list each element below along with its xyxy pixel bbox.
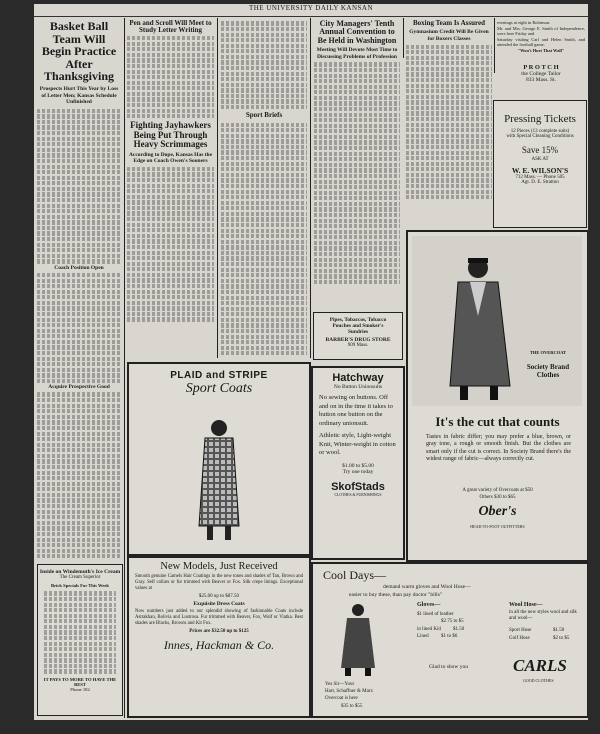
hatchway-body: No sewing on buttons. Off and on in the time it takes to button one button on the ordinary unionsuit. xyxy=(319,394,393,427)
column-6-text-3: Saturday visiting Carl and Helen Smith, and attended the football game. xyxy=(497,36,585,48)
windemuth-line2: Brick Specials For This Week xyxy=(51,583,109,588)
models-body: Smooth genuine Camels Hair Coatings in the new tones and shades of Tan, Brown and Gray. Self collars or fur trimmed with Beaver or Fox. Silk crepe linings. Exceptional values at xyxy=(135,574,303,591)
column-rule xyxy=(494,18,495,73)
carls-mid-price: $35 to $55 xyxy=(341,704,363,709)
column-rule xyxy=(310,18,311,358)
models-title: New Models, Just Received xyxy=(160,561,278,572)
basketball-subhead: Prospects Hurt This Year by Loss of Letter Men; Kansas Schedule Unfinished xyxy=(39,85,119,106)
overcoat-illustration xyxy=(412,236,582,406)
society-caption: THE OVERCOAT xyxy=(529,350,567,355)
masthead: THE UNIVERSITY DAILY KANSAN xyxy=(34,4,588,17)
hatchway-body2: Athletic style, Light-weight Knit, Winter-weight in cotton or wool. xyxy=(319,432,396,456)
pressing-price: Save 15% xyxy=(521,145,559,155)
column-2 xyxy=(127,20,214,356)
protch-line1: the College Tailor xyxy=(521,71,561,77)
barber-address: 909 Mass. xyxy=(347,343,369,348)
hatchway-tagline: Try one today xyxy=(342,468,374,475)
column-6-text-2: Mr. and Mrs. George E. Smith of Independence, were here Friday and xyxy=(497,25,585,37)
overcoat-man-illustration xyxy=(335,602,381,678)
column-5 xyxy=(406,20,492,225)
pressing-agent: Agt. D. E. Stratton xyxy=(521,180,559,185)
city-managers-headline: City Managers' Tenth Annual Convention to Be Held in Washington xyxy=(317,20,397,45)
column-3 xyxy=(221,20,307,356)
models-price1: $25.00 up to $87.50 xyxy=(198,594,240,599)
hatchway-title: Hatchway xyxy=(332,372,384,384)
barber-drug-ad xyxy=(313,312,403,360)
barber-line-1: Pipes, Tobaccos, Tobacco xyxy=(329,317,387,323)
skofstads-logo: SkofStads xyxy=(331,480,385,493)
protch-tailor-ad xyxy=(497,64,585,96)
jayhawkers-subhead: According to Dope, Kansas Has the Edge on Coach Owen's Sooners xyxy=(128,151,213,165)
obers-tagline: HEAD-TO-FOOT OUTFITTERS xyxy=(470,524,525,529)
obers-logo: Ober's xyxy=(478,504,517,519)
pressing-title: Pressing Tickets xyxy=(504,113,576,125)
carls-gloves-3-price: $1 to $6 xyxy=(441,634,458,639)
pen-scroll-headline: Pen and Scroll Will Meet to Study Letter Writing xyxy=(129,20,212,35)
society-headline: It's the cut that counts xyxy=(435,414,560,429)
carls-title: Cool Days— xyxy=(323,568,386,582)
sport-briefs-heading: Sport Briefs xyxy=(245,111,283,120)
windemuth-ad xyxy=(37,564,123,716)
woman-coat-illustration xyxy=(189,416,249,546)
column-6-quote: "Won't Hurt That Wall" xyxy=(517,47,565,53)
carls-line2: easier to buy these, than pay doctor "bills" xyxy=(349,592,443,598)
hatchway-price: $1.00 to $5.00 xyxy=(342,462,374,469)
carls-gloves-3: Lined xyxy=(417,634,429,639)
section-heading: Acquire Prospective Good xyxy=(48,384,110,391)
jayhawkers-headline: Fighting Jayhawkers Being Put Through Heavy Scrimmages xyxy=(130,120,211,150)
society-body: Tastes in fabric differ; you may prefer a blue, brown, or gray tone, a rough or smooth finish. But the clothes are smart only if the cut is correct. In Society Brand there's the widest range of fabric—always correctly cut. xyxy=(426,434,571,462)
carls-line1: demand warm gloves and Wool Hose— xyxy=(383,584,471,590)
carls-mid-3: Overcoat is here xyxy=(325,696,358,701)
windemuth-footer: IT PAYS TO MORE TO HAVE THE BEST xyxy=(43,677,117,688)
carls-wool-line: in all the new styles wool and silk and wool— xyxy=(509,610,577,621)
carls-gloves-head: Gloves— xyxy=(417,602,441,608)
section-heading: Coach Position Open xyxy=(54,264,104,271)
plaid-sport-coats-ad xyxy=(127,362,311,556)
carls-wool-head: Wool Hose— xyxy=(509,602,543,608)
models-price2: Prices are $32.50 up to $125 xyxy=(189,629,249,634)
windemuth-line1: The Cream Superior xyxy=(59,575,101,580)
pressing-tickets-ad xyxy=(493,100,587,228)
column-rule xyxy=(217,18,218,358)
column-rule xyxy=(403,18,404,58)
pressing-store: W. E. WILSON'S xyxy=(511,166,569,175)
protch-name: P R O T C H xyxy=(523,64,559,71)
carls-sport-hose-price: $1.50 xyxy=(553,628,565,633)
pressing-askat: ASK AT xyxy=(531,157,549,162)
carls-golf-hose-price: $2 to $5 xyxy=(553,636,570,641)
pressing-address: 712 Mass. — Phone 505 xyxy=(515,175,565,180)
carls-mid-2: Hart, Schaffner & Marx xyxy=(325,689,373,694)
society-offer: A great variety of Overcoats at $50 xyxy=(462,488,533,493)
society-brand-ad xyxy=(406,230,588,562)
carls-gloves-2-price: $1.50 xyxy=(453,627,465,632)
hatchway-ad xyxy=(311,366,405,560)
carls-gloves-1: $1 lined of leather xyxy=(417,612,454,617)
models-body2: Now numbers just added to our splendid showing of fashionable Coats include Astrakhan, Bolivia and Lustrosa. Fur trimmed with Beaver, Fox, Wolf or Viatka. Best shades are Blacks, Browns and Kit Fox. xyxy=(135,609,303,626)
society-offer2: Others $30 to $65 xyxy=(479,495,516,500)
innes-hackman-logo: Innes, Hackman & Co. xyxy=(163,638,275,652)
plaid-title: PLAID and STRIPE xyxy=(170,370,268,381)
boxing-subhead: Gymnasium Credit Will Be Given for Boxers Classes xyxy=(409,29,489,42)
windemuth-title: Inside on Windemuth's Ice Cream xyxy=(39,569,121,575)
column-rule xyxy=(124,18,125,718)
skofstads-tagline: CLOTHES & FURNISHINGS xyxy=(334,492,382,497)
new-models-ad xyxy=(127,556,311,718)
pressing-line2: with Special Cleaning Conditions xyxy=(506,134,574,139)
column-6-text-1: evenings at eight in Robinson. xyxy=(497,20,551,25)
windemuth-phone: Phone 182 xyxy=(70,687,90,693)
carls-glad: Glad to show you xyxy=(429,664,468,670)
carls-sport-hose: Sport Hose xyxy=(509,628,532,633)
society-brand-name: Society Brand Clothes xyxy=(526,363,570,379)
column-4 xyxy=(314,20,400,310)
carls-gloves-2: in lined Kid xyxy=(417,627,441,632)
models-section: Exquisite Dress Coats xyxy=(193,601,245,607)
barber-line-3: Sundries xyxy=(347,329,369,335)
pressing-line1: 12 Pieces (13 complete suits) xyxy=(510,129,570,134)
carls-logo: CARLS xyxy=(513,656,567,675)
city-managers-subhead: Meeting Will Devote Most Time to Discussing Problems of Profession xyxy=(316,47,398,60)
carls-gloves-1-price: $2.75 to $5 xyxy=(441,619,464,624)
boxing-headline: Boxing Team Is Assured xyxy=(412,20,486,27)
protch-line2: 833 Mass. St. xyxy=(526,77,556,83)
basketball-headline: Basket Ball Team Will Begin Practice After Thanksgiving xyxy=(41,20,117,84)
plaid-title2: Sport Coats xyxy=(185,381,253,396)
column-1 xyxy=(37,20,121,560)
barber-store: BARBER'S DRUG STORE xyxy=(325,337,391,343)
newspaper-page xyxy=(34,4,588,720)
carls-cool-days-ad xyxy=(311,562,588,718)
hatchway-subtitle: No Button Unionsuits xyxy=(333,384,383,390)
carls-logo-tagline: GOOD CLOTHES xyxy=(523,678,554,683)
carls-golf-hose: Golf Hose xyxy=(509,636,530,641)
carls-mid-1: Yes Sir—Your xyxy=(325,682,355,687)
column-6 xyxy=(497,20,585,60)
barber-line-2: Pouches and Smoker's xyxy=(332,323,384,329)
